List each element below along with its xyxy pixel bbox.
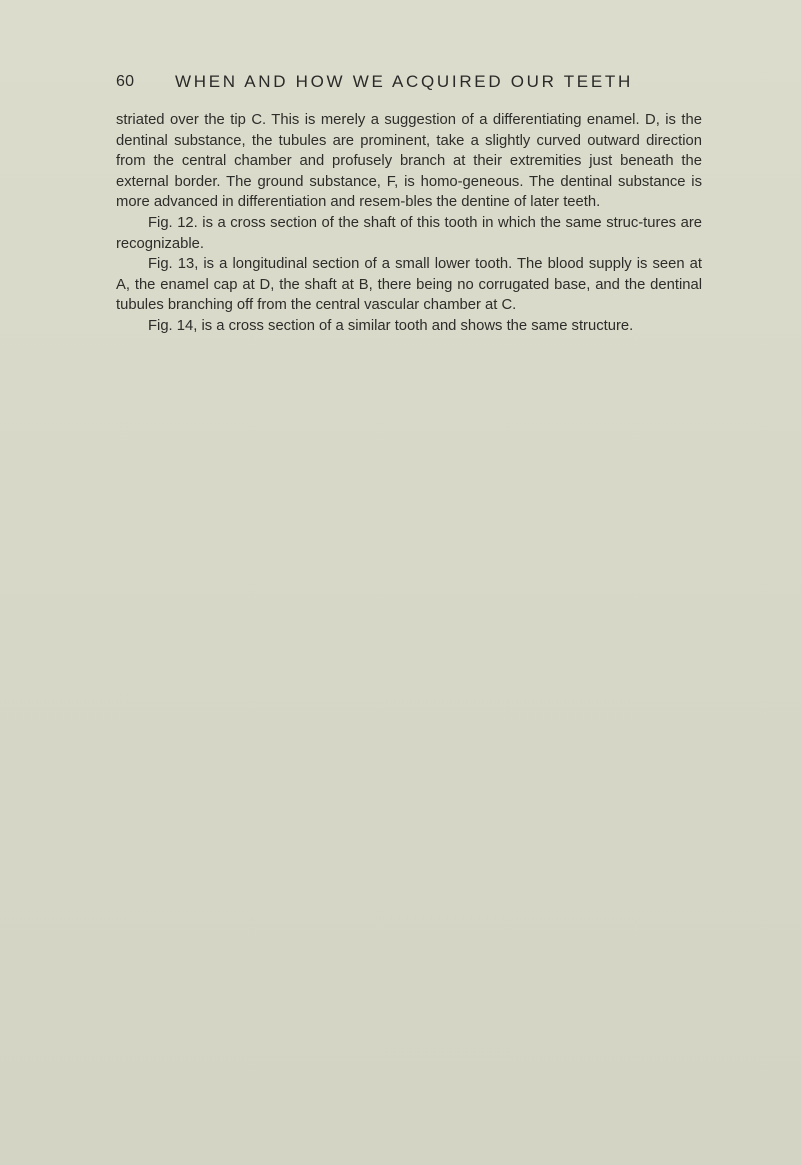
- page-number: 60: [116, 73, 135, 90]
- paragraph-continuation: striated over the tip C. This is merely a suggestion of a differentiating enamel. D, is the dentinal substance, the tubules are prominent, take a slightly curved outward direction from the central chamber and profusely branch at their extremities just beneath the external border. The ground substance, F, is homo-geneous. The dentinal substance is more advanced in differentiation and resem-bles the dentine of later teeth.: [116, 112, 702, 211]
- body-text: [116, 110, 702, 337]
- page-header: [116, 71, 716, 93]
- paragraph-fig-14: Fig. 14, is a cross section of a similar tooth and shows the same structure.: [148, 317, 634, 334]
- paragraph-fig-13: Fig. 13, is a longitudinal section of a small lower tooth. The blood supply is seen at A, the enamel cap at D, the shaft at B, there being no corrugated base, and the dentinal tubules branching off from the central vascular chamber at C.: [116, 256, 702, 314]
- running-title: WHEN AND HOW WE ACQUIRED OUR TEETH: [175, 72, 633, 91]
- paragraph-fig-12: Fig. 12. is a cross section of the shaft of this tooth in which the same struc-tures are recognizable.: [116, 214, 702, 252]
